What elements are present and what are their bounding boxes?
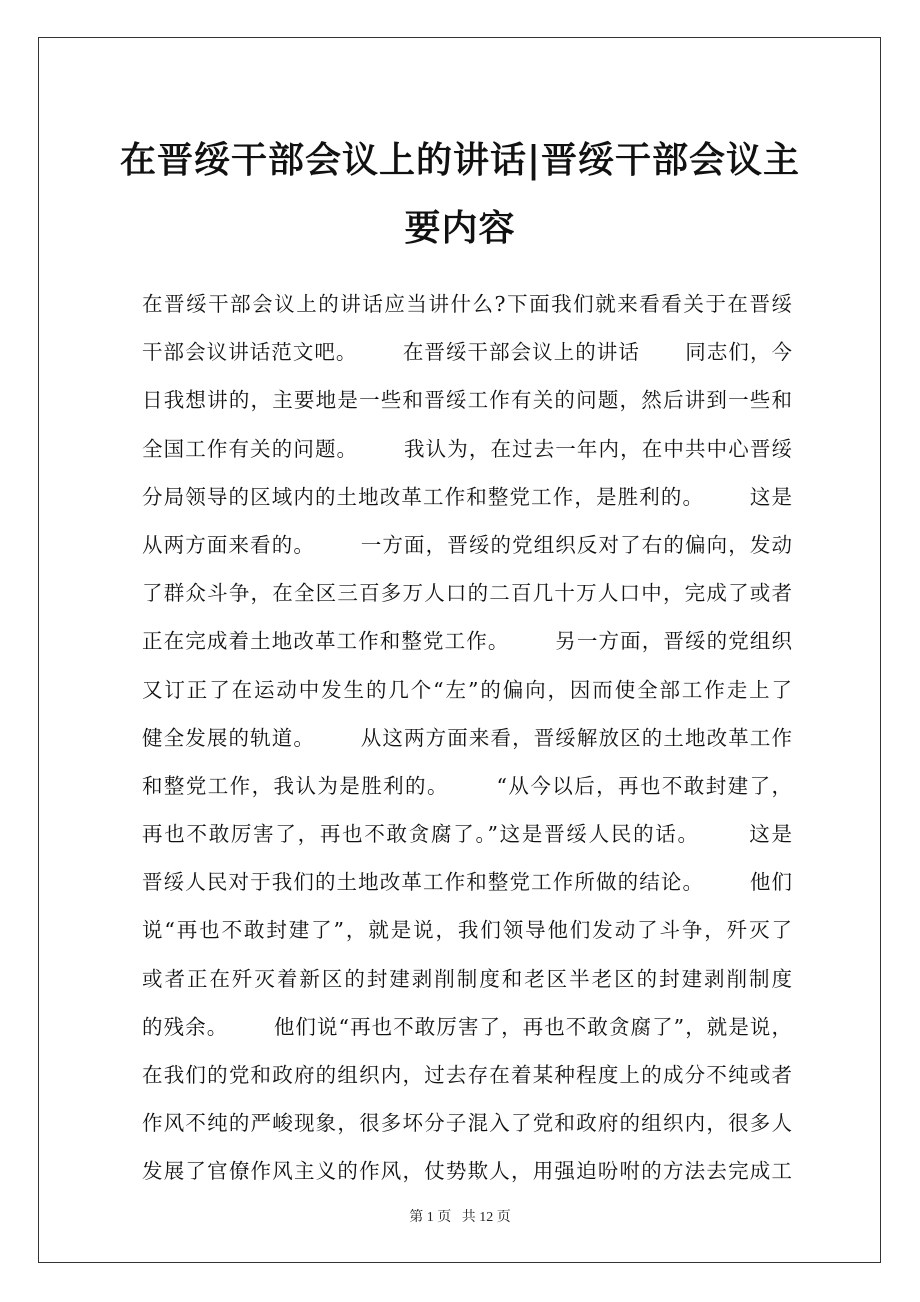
body-line: 晋绥人民对于我们的土地改革工作和整党工作所做的结论。 他们 [142,870,792,895]
body-line: 健全发展的轨道。 从这两方面来看，晋绥解放区的土地改革工作 [142,725,792,750]
body-line: 全国工作有关的问题。 我认为，在过去一年内，在中共中心晋绥 [142,436,792,461]
body-line: 再也不敢厉害了，再也不敢贪腐了。”这是晋绥人民的话。 这是 [142,822,792,847]
body-line: 在我们的党和政府的组织内，过去存在着某种程度上的成分不纯或者 [142,1063,792,1087]
page-number-footer: 第 1 页 共 12 页 [409,1210,511,1225]
body-line: 从两方面来看的。 一方面，晋绥的党组织反对了右的偏向，发动 [142,532,792,557]
body-line: 作风不纯的严峻现象，很多坏分子混入了党和政府的组织内，很多人 [142,1111,792,1136]
body-line: 分局领导的区域内的土地改革工作和整党工作，是胜利的。 这是 [142,484,792,509]
body-line: 发展了官僚作风主义的作风，仗势欺人，用强迫吩咐的方法去完成工 [142,1159,792,1184]
body-line: 又订正了在运动中发生的几个“左”的偏向，因而使全部工作走上了 [142,677,792,702]
document-title-line-1: 在晋绥干部会议上的讲话|晋绥干部会议主 [119,139,801,181]
body-line: 或者正在歼灭着新区的封建剥削制度和老区半老区的封建剥削制度 [142,966,792,991]
body-line: 在晋绥干部会议上的讲话应当讲什么?下面我们就来看看关于在晋绥 [142,292,792,316]
document-title-line-2: 要内容 [404,207,516,249]
body-line: 的残余。 他们说“再也不敢厉害了，再也不敢贪腐了”，就是说， [142,1014,792,1039]
document-body [142,280,792,1196]
body-line: 说“再也不敢封建了”，就是说，我们领导他们发动了斗争，歼灭了 [142,918,792,943]
body-line: 了群众斗争，在全区三百多万人口的二百几十万人口中，完成了或者 [142,581,792,606]
body-line: 日我想讲的，主要地是一些和晋绥工作有关的问题，然后讲到一些和 [142,388,792,413]
body-line: 正在完成着土地改革工作和整党工作。 另一方面，晋绥的党组织 [142,629,792,654]
body-line: 干部会议讲话范文吧。 在晋绥干部会议上的讲话 同志们，今 [142,340,792,365]
body-line: 和整党工作，我认为是胜利的。 “从今以后，再也不敢封建了， [142,773,792,798]
